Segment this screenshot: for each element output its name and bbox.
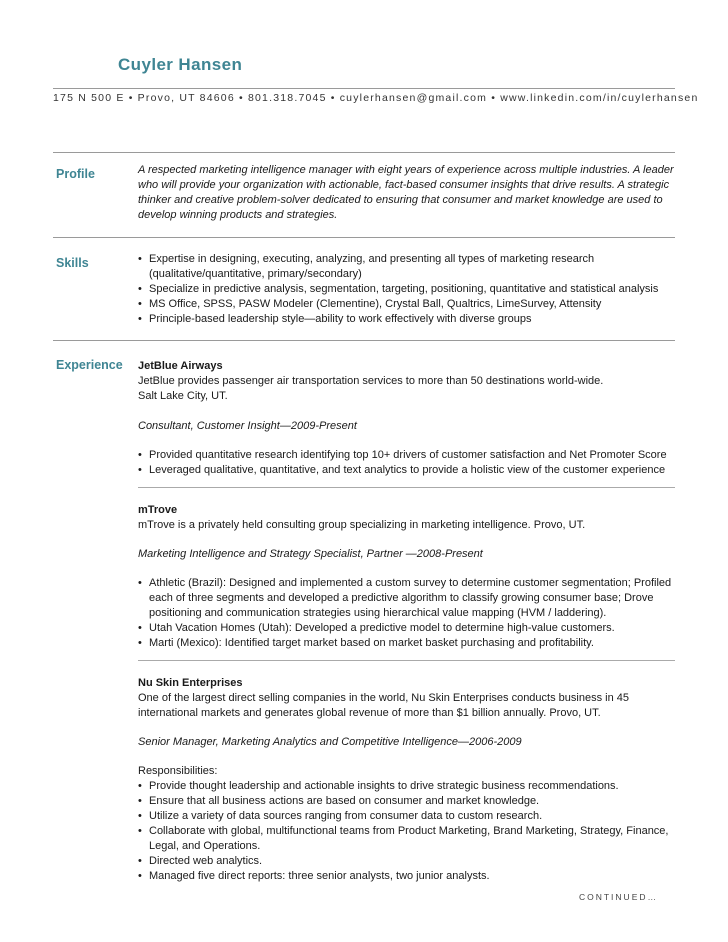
company-location: Salt Lake City, UT. xyxy=(138,390,228,402)
section-label-experience: Experience xyxy=(56,358,123,372)
company-description: mTrove is a privately held consulting group specializing in marketing intelligence. Provo, UT. xyxy=(138,519,586,531)
job-bullets xyxy=(138,576,678,651)
job-bullet: • Managed five direct reports: three senior analysts, two junior analysts. xyxy=(138,869,678,884)
header-rule xyxy=(53,88,675,89)
job-bullet: • Utilize a variety of data sources ranging from consumer data to custom research. xyxy=(138,809,678,824)
skill-item: • Principle-based leadership style—ability to work effectively with diverse groups xyxy=(138,312,678,327)
section-rule-skills xyxy=(53,237,675,238)
job-bullet: • Provided quantitative research identifying top 10+ drivers of customer satisfaction and Net Promoter Score xyxy=(138,448,678,463)
job-divider xyxy=(138,660,675,661)
job-title: Senior Manager, Marketing Analytics and Competitive Intelligence—2006-2009 xyxy=(138,736,522,748)
company-name: JetBlue Airways xyxy=(138,360,223,372)
resume-name: Cuyler Hansen xyxy=(118,55,243,74)
company-name: mTrove xyxy=(138,504,178,516)
job-jetblue xyxy=(138,359,678,478)
job-mtrove xyxy=(138,503,678,651)
company-name: Nu Skin Enterprises xyxy=(138,677,243,689)
job-bullets xyxy=(138,448,678,478)
job-bullets xyxy=(138,779,678,884)
job-bullet: • Utah Vacation Homes (Utah): Developed a predictive model to determine high-value customers. xyxy=(138,621,678,636)
skill-item: • Specialize in predictive analysis, segmentation, targeting, positioning, quantitative and statistical analysis xyxy=(138,282,678,297)
section-label-profile: Profile xyxy=(56,167,95,181)
job-bullet: • Collaborate with global, multifunctional teams from Product Marketing, Brand Marketing, Strategy, Finance, Legal, and Operations. xyxy=(138,824,678,854)
profile-text: A respected marketing intelligence manager with eight years of experience across multiple industries. A leader who will provide your organization with actionable, fact-based consumer insights that drive results. A strategic thinker and creative problem-solver dedicated to ensuring that consumer and market knowledge are used to develop winning products and strategies. xyxy=(138,164,674,221)
job-title: Marketing Intelligence and Strategy Specialist, Partner —2008-Present xyxy=(138,548,483,560)
section-rule-experience xyxy=(53,340,675,341)
skill-item: • MS Office, SPSS, PASW Modeler (Clementine), Crystal Ball, Qualtrics, LimeSurvey, Attensity xyxy=(138,297,678,312)
job-bullet: • Directed web analytics. xyxy=(138,854,678,869)
section-rule-profile xyxy=(53,152,675,153)
continued-marker: CONTINUED… xyxy=(578,892,658,902)
job-title: Consultant, Customer Insight—2009-Present xyxy=(138,420,357,432)
skills-list xyxy=(138,252,678,327)
contact-line: 175 N 500 E • Provo, UT 84606 • 801.318.7045 • cuylerhansen@gmail.com • www.linkedin.com/in/cuylerhansen xyxy=(53,92,699,104)
job-bullet: • Marti (Mexico): Identified target market based on market basket purchasing and profitability. xyxy=(138,636,678,651)
responsibilities-label: Responsibilities: xyxy=(138,765,218,777)
company-description: JetBlue provides passenger air transportation services to more than 50 destinations world-wide. xyxy=(138,375,604,387)
job-bullet: • Ensure that all business actions are based on consumer and market knowledge. xyxy=(138,794,678,809)
company-description: One of the largest direct selling companies in the world, Nu Skin Enterprises conducts business in 45 international markets and generates global revenue of more than $1 billion annually. Provo, UT. xyxy=(138,692,629,719)
section-label-skills: Skills xyxy=(56,256,89,270)
job-bullet: • Provide thought leadership and actionable insights to drive strategic business recommendations. xyxy=(138,779,678,794)
job-divider xyxy=(138,487,675,488)
skill-item: • Expertise in designing, executing, analyzing, and presenting all types of marketing research (qualitative/quantitative, primary/secondary) xyxy=(138,252,678,282)
job-bullet: • Athletic (Brazil): Designed and implemented a custom survey to determine customer segmentation; Profiled each of three segments and developed a predictive algorithm to classify growing consumer base; Drove positioning and communication strategies using hierarchical value mapping (HVM / laddering). xyxy=(138,576,678,621)
job-bullet: • Leveraged qualitative, quantitative, and text analytics to provide a holistic view of the customer experience xyxy=(138,463,678,478)
job-nuskin xyxy=(138,676,678,884)
